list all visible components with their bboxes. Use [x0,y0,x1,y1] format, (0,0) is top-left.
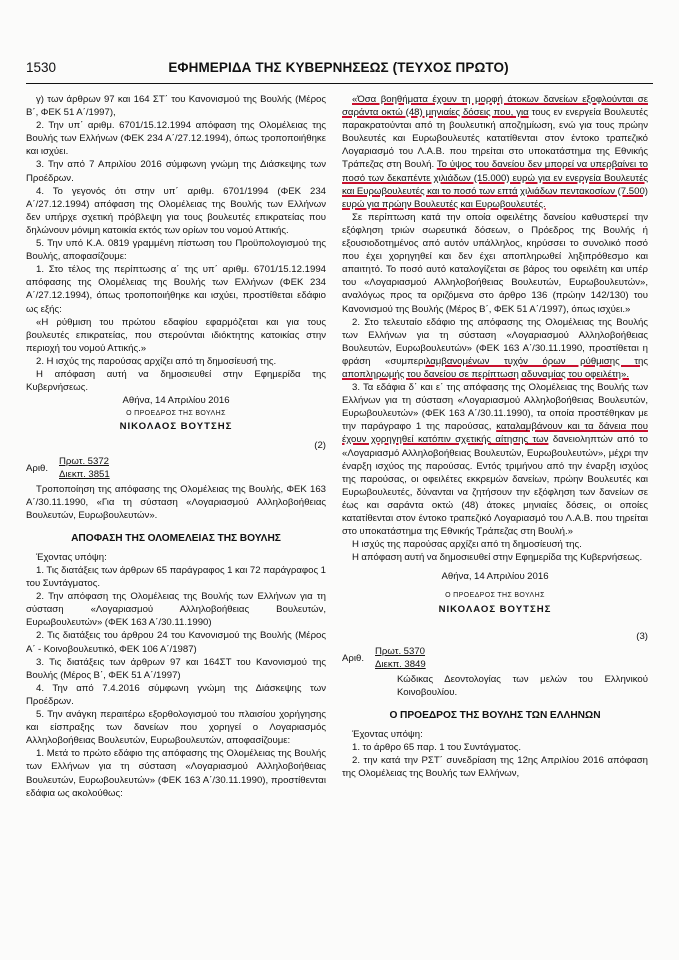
paragraph: 1. το άρθρο 65 παρ. 1 του Συντάγματος. [352,742,522,754]
arith-label: Αριθ. [26,462,48,474]
page-number: 1530 [26,60,57,75]
text-run: 3. Τα εδάφια δ΄ και ε΄ της απόφασης της Ολομέλειας της Βουλής των Ελλήνων για τη σύσταση «Λογαριασμού Αλληλοβοήθειας Βουλευτών, Ευρωβουλευτών» (ΦΕΚ 163 Α΄/30.11.1990), τα οποία προστέθηκαν με την παράγραφο 1 της παρούσας, [342,382,648,433]
highlighted-text: λαμβανομένων τυχόν όρων ρύθμισης της αποπληρωμής του δανείου σε περίπτωση αδυναμίας του οφειλέτη». [342,355,649,380]
header-divider [26,83,653,84]
paragraph: 2. Την υπ΄ αριθμ. 6701/15.12.1994 απόφαση της Ολομέλειας της Βουλής των Ελλήνων (ΦΕΚ 234 Α΄/27.12.1994), όπως τροποποιήθηκε και ισχύει. [26,120,326,158]
paragraph: 4. Το γεγονός ότι στην υπ΄ αριθμ. 6701/1994 (ΦΕΚ 234 Α΄/27.12.1994) απόφαση της Ολομέλειας της Βουλής των Ελλήνων δεν υπήρχε σχετική πρόβλεψη για τους βουλευτές επικρατείας που δηλώνουν μόνιμη κατοικία εκτός των ορίων του νομού Αττικής. [26,185,326,236]
president-signature: ΝΙΚΟΛΑΟΣ ΒΟΥΤΣΗΣ [119,421,233,433]
signing-date: Αθήνα, 14 Απριλίου 2016 [441,571,549,583]
paragraph: Έχοντας υπόψη: [36,551,107,563]
paragraph: 3. Τις διατάξεις των άρθρων 97 και 164ΣΤ του Κανονισμού της Βουλής (Μέρος Β΄, ΦΕΚ 51 Α΄/1997) [26,656,326,681]
dispatch-number: Διεκπ. 3849 [375,658,426,670]
section-heading: Ο ΠΡΟΕΔΡΟΣ ΤΗΣ ΒΟΥΛΗΣ ΤΩΝ ΕΛΛΗΝΩΝ [389,709,601,721]
page-header [26,60,651,82]
paragraph: 1. Τις διατάξεις των άρθρων 65 παράγραφος 1 και 72 παράγραφος 1 του Συντάγματος. [26,565,326,590]
paragraph: 1. Μετά το πρώτο εδάφιο της απόφασης της Ολομέλειας της Βουλής των Ελλήνων για τη σύσταση «Λογαριασμού Αλληλοβοήθειας Βουλευτών, Ευρωβουλευτών» (ΦΕΚ 163 Α΄/30.11.1990), προστίθενται εδάφια ως ακολούθως: [26,748,326,799]
highlighted-text: Το ύψος του δανείου δεν μπορεί να υπερβαίνει το ποσό των δεκαπέντε χιλιάδων (15.000) ευρώ για εν ενεργεία Βουλευτές και Ευρωβουλευτές και το ποσό των επτά χιλιάδων πεντακοσίων (7.500) ευρώ για πρώην Βουλευτές και Ευρωβουλευτές. [342,159,648,210]
quoted-paragraph: «Η ρύθμιση του πρώτου εδαφίου εφαρμόζεται και για τους βουλευτές επικρατείας, που στερούνται ιδιόκτητης κατοικίας στην περιοχή του νομού Αττικής.» [26,316,326,354]
paragraph: 1. Στο τέλος της περίπτωσης α΄ της υπ΄ αριθμ. 6701/15.12.1994 απόφασης της Ολομέλειας της Βουλής των Ελλήνων (ΦΕΚ 234 Α΄/27.12.1994), όπως τροποποιήθηκε και ισχύει, προστίθεται εδάφιο ως εξής: [26,264,326,315]
highlighted-text: καταλαμβάνουν και τα δάνεια που έχουν χορηγηθεί κατόπιν σχετικής αίτησης των [342,421,649,446]
dispatch-number: Διεκπ. 3851 [59,468,110,480]
paragraph: 5. Την ανάγκη περαιτέρω εξορθολογισμού του πλαισίου χορήγησης και είσπραξης των δανείων που χορηγεί ο Λογαριασμός Αλληλοβοήθειας Βουλευτών, Ευρωβουλευτών, αποφασίζουμε: [26,709,326,747]
paragraph: 2. Στο τελευταίο εδάφιο της απόφασης της Ολομέλειας της Βουλής των Ελλήνων για τη σύσταση «Λογαριασμού Αλληλοβοήθειας Βουλευτών, Ευρωβουλευτών» (ΦΕΚ 163 Α΄/30.11.1990, προστίθεται η φράση «συμπεριλαμβανομένων τυχόν όρων ρύθμισης της αποπληρωμής του δανείου σε περίπτωση αδυναμίας του οφειλέτη». [342,316,649,380]
decision-subject: Κώδικας Δεοντολογίας των μελών του Ελληνικού Κοινοβουλίου. [397,673,648,698]
paragraph [342,381,648,538]
text-run: δανειοληπτών από το «Λογαριασμό Αλληλοβοήθειας Βουλευτών, Ευρωβουλευτών», μέχρι την έναρξη ισχύος της παρούσας. Εντός τριμήνου από την έναρξη ισχύος της παρούσας, οι οφειλέτες εκκρεμών δανείων, πρώην Βουλευτές και Ευρωβουλευτές, δύνανται να ζητήσουν την εξόφληση των δανείων σε έως και σαράντα οκτώ (48) άτοκες μηνιαίες δόσεις, οι οποίες κατατίθενται στον έντοκο τραπεζικό Λογαριασμό του Λ.Α.Β. που τηρείται στο υποκατάστημα της Εθνικής Τράπεζας στη Βουλή.» [342,434,649,538]
paragraph: Η απόφαση αυτή να δημοσιευθεί στην Εφημερίδα της Κυβερνήσεως. [26,368,326,394]
paragraph: 2. Τις διατάξεις του άρθρου 24 του Κανονισμού της Βουλής (Μέρος Α΄ - Κοινοβουλευτικό, ΦΕΚ 106 Α΄/1987) [26,630,326,655]
paragraph: 2. την κατά την ΡΣΤ΄ συνεδρίαση της 12ης Απριλίου 2016 απόφαση της Ολομέλειας της Βουλής των Ελλήνων, [342,755,648,780]
text-run: τους εν ενεργεία Βουλευτές παρακρατούνται από τη βουλευτική αποζημίωση, ενώ για τους πρώην Βουλευτές και Ευρωβουλευτές κατατίθενται στον έντοκο τραπεζικό Λογαριασμό του Λ.Α.Β. που τηρείται στο υποκατάστημα της Εθνικής Τράπεζας στη Βουλή. [342,107,648,171]
reference-numbers [26,453,326,483]
section-heading: ΑΠΟΦΑΣΗ ΤΗΣ ΟΛΟΜΕΛΕΙΑΣ ΤΗΣ ΒΟΥΛΗΣ [71,532,281,544]
journal-title: ΕΦΗΜΕΡΙΔΑ ΤΗΣ ΚΥΒΕΡΝΗΣΕΩΣ (ΤΕΥΧΟΣ ΠΡΩΤΟ) [168,60,509,75]
president-title: Ο ΠΡΟΕΔΡΟΣ ΤΗΣ ΒΟΥΛΗΣ [445,592,545,600]
decision-subject: Τροποποίηση της απόφασης της Ολομέλειας της Βουλής, ΦΕΚ 163 Α΄/30.11.1990, «Για τη σύσταση «Λογαριασμού Αλληλοβοήθειας Βουλευτών, Ευρωβουλευτών». [26,483,326,521]
paragraph: Έχοντας υπόψη: [352,729,423,741]
president-signature: ΝΙΚΟΛΑΟΣ ΒΟΥΤΣΗΣ [438,603,552,615]
protocol-number: Πρωτ. 5370 [375,645,426,657]
paragraph [342,93,648,211]
paragraph: 3. Την από 7 Απριλίου 2016 σύμφωνη γνώμη της Διάσκεψης των Προέδρων. [26,159,326,184]
paragraph: γ) των άρθρων 97 και 164 ΣΤ΄ του Κανονισμού της Βουλής (Μέρος Β΄, ΦΕΚ 51 Α΄/1997), [26,94,326,119]
highlighted-text: «Όσα βοηθήματα έχουν τη μορφή άτοκων δανείων εξοφλούνται σε σαράντα οκτώ (48) μηνιαίες δόσεις που, για [342,94,648,119]
reference-numbers [342,643,648,673]
left-column [26,93,326,800]
protocol-number: Πρωτ. 5372 [59,455,110,467]
paragraph: 4. Την από 7.4.2016 σύμφωνη γνώμη της Διάσκεψης των Προέδρων. [26,682,326,707]
paragraph: 2. Την απόφαση της Ολομέλειας της Βουλής των Ελλήνων για τη σύσταση «Λογαριασμού Αλληλοβοήθειας Βουλευτών, Ευρωβουλευτών» (ΦΕΚ 163 Α΄/30.11.1990) [26,591,326,629]
arith-label: Αριθ. [342,652,364,664]
paragraph: 2. Η ισχύς της παρούσας αρχίζει από τη δημοσίευσή της. [36,355,277,367]
decision-number: (3) [636,630,648,642]
right-column [342,93,648,780]
president-title: Ο ΠΡΟΕΔΡΟΣ ΤΗΣ ΒΟΥΛΗΣ [126,410,226,418]
signing-date: Αθήνα, 14 Απριλίου 2016 [122,395,230,407]
paragraph: 5. Την υπό Κ.Α. 0819 γραμμένη πίστωση του Προϋπολογισμού της Βουλής, αποφασίζουμε: [26,238,326,263]
decision-number: (2) [314,440,326,452]
paragraph: Η ισχύς της παρούσας αρχίζει από τη δημοσίευσή της. [352,539,582,551]
paragraph: Σε περίπτωση κατά την οποία οφειλέτης δανείου καθυστερεί την εξόφληση τριών σωρευτικά δόσεων, ο Πρόεδρος της Βουλής ή εξουσιοδοτημένος από αυτόν υπάλληλος, κηρύσσει το συνολικό ποσό που έχει χορηγηθεί και δεν έχει αποπληρωθεί ληξιπρόθεσμο και απαιτητό. Το ποσό αυτό καταλογίζεται σε βάρος του οφειλέτη και υπέρ του «Λογαριασμού Αλληλοβοήθειας Βουλευτών, Ευρωβουλευτών», αναλόγως προς τα οριζόμενα στο άρθρο 136 (πρώην 142/130) του Κανονισμού της Βουλής (Μέρος Β΄, ΦΕΚ 51 Α΄/1997), όπως ισχύει.» [342,211,648,315]
paragraph: Η απόφαση αυτή να δημοσιευθεί στην Εφημερίδα της Κυβερνήσεως. [352,552,643,564]
